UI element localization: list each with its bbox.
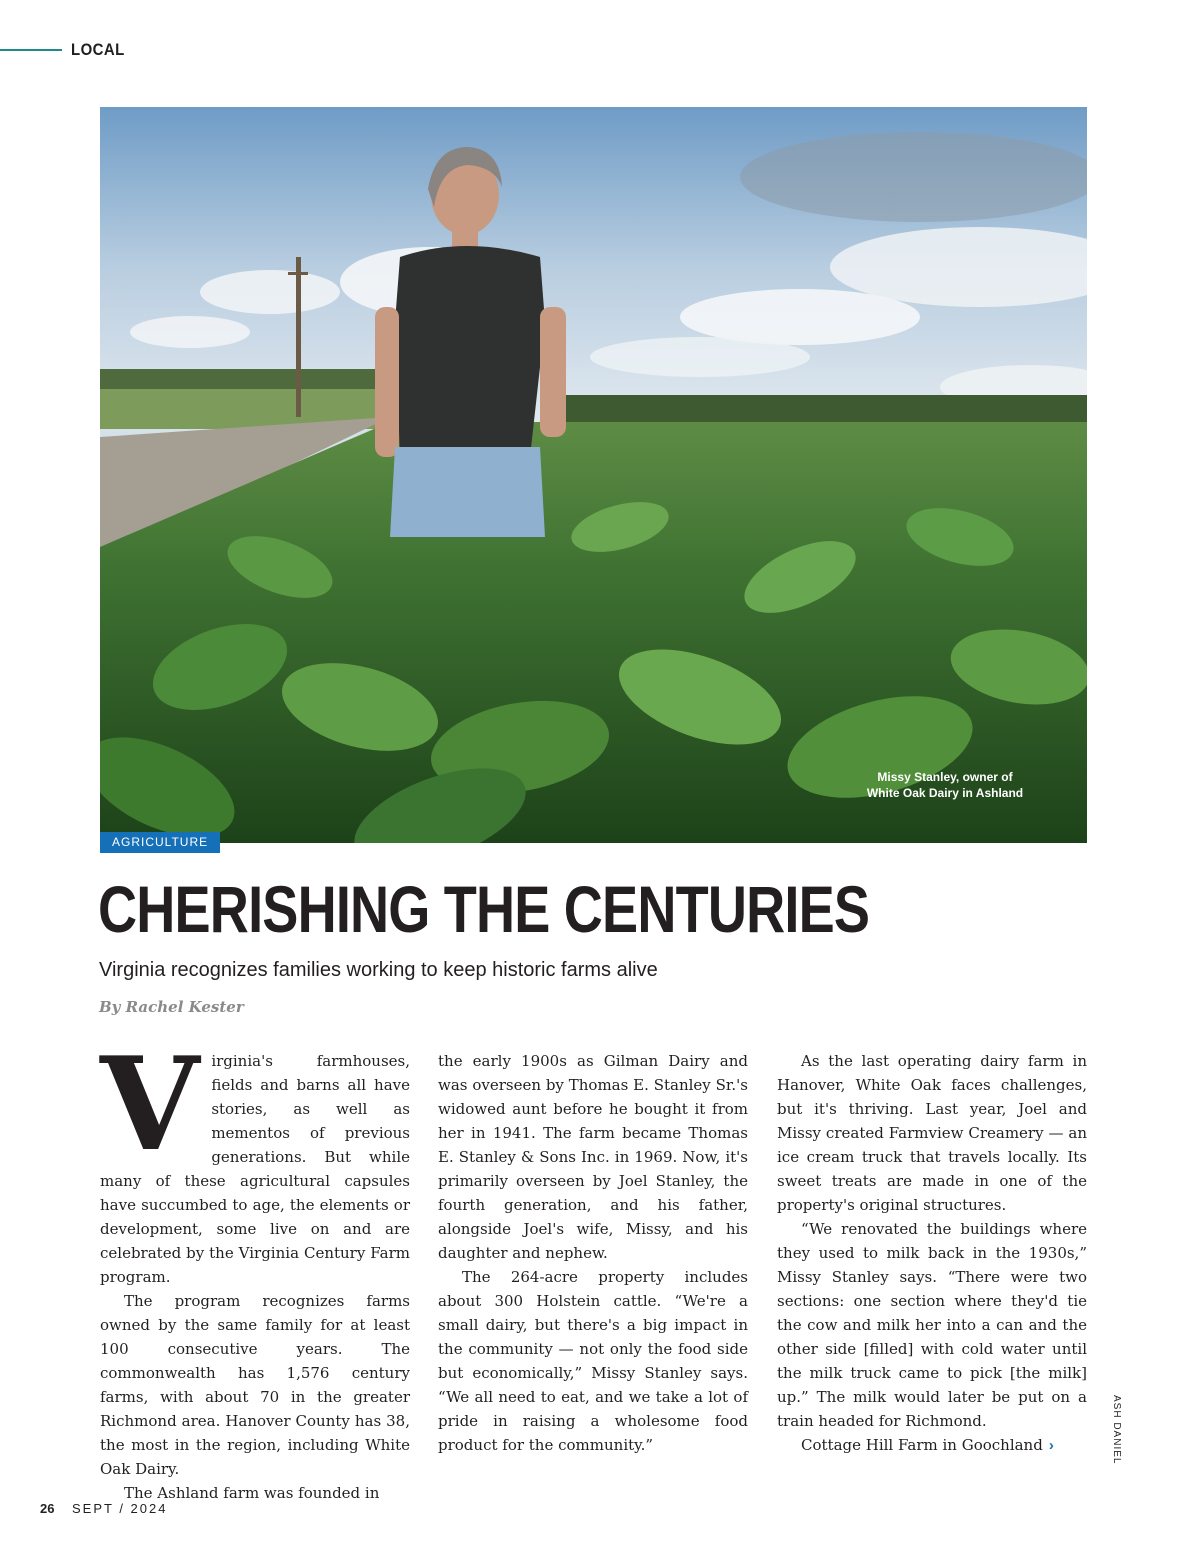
- paragraph: The Ashland farm was founded in: [124, 1484, 380, 1502]
- issue-date: SEPT / 2024: [72, 1501, 168, 1516]
- photo-credit: ASH DANIEL: [1111, 1395, 1122, 1465]
- body-column-1: [100, 1030, 410, 1505]
- paragraph-text: irginia's farmhouses, fields and barns all have stories, as well as mementos of previous generations. But while many of these agricultural capsules have succumbed to age, the elements or development, some live on and are celebrated by the Virginia Century Farm program.: [100, 1052, 410, 1286]
- hero-photo: [100, 107, 1087, 843]
- category-tag[interactable]: AGRICULTURE: [100, 832, 220, 853]
- photo-caption: [860, 769, 1030, 801]
- photo-caption-line2: White Oak Dairy in Ashland: [866, 786, 1024, 800]
- paragraph: As the last operating dairy farm in Hanover, White Oak faces challenges, but it's thriving. Last year, Joel and Missy created Farmview Creamery — an ice cream truck that travels locally. Its sweet treats are made in one of the property's original structures.: [777, 1052, 1087, 1214]
- paragraph: “We renovated the buildings where they used to milk back in the 1930s,” Missy Stanley says. “There were two sections: one section where they'd tie the cow and milk her into a can and the other side [filled] with cold water until the milk truck came to pick [the milk] up.” The milk would later be put on a train headed for Richmond.: [777, 1220, 1087, 1430]
- body-column-3: [777, 1049, 1087, 1458]
- paragraph: The 264-acre property includes about 300 Holstein cattle. “We're a small dairy, but there's a big impact in the community — not only the food side but economically,” Missy Stanley says. “We all need to eat, and we take a lot of pride in raising a wholesome food product for the community.”: [438, 1268, 748, 1454]
- page-number: 26: [40, 1501, 55, 1516]
- body-column-2: [438, 1049, 748, 1457]
- paragraph: the early 1900s as Gilman Dairy and was overseen by Thomas E. Stanley Sr.'s widowed aunt before he bought it from her in 1941. The farm became Thomas E. Stanley & Sons Inc. in 1969. Now, it's primarily overseen by Joel Stanley, the fourth generation, and his father, alongside Joel's wife, Missy, and his daughter and nephew.: [438, 1052, 748, 1262]
- article-dek: Virginia recognizes families working to keep historic farms alive: [99, 959, 658, 981]
- continue-arrow-icon[interactable]: ›: [1048, 1437, 1054, 1454]
- photo-caption-line1: Missy Stanley, owner of: [877, 770, 1013, 784]
- drop-cap: V: [100, 1030, 200, 1180]
- article-headline: CHERISHING THE CENTURIES: [98, 872, 870, 946]
- section-rule: [0, 49, 62, 51]
- paragraph: [100, 1030, 410, 1289]
- article-byline: By Rachel Kester: [99, 998, 244, 1016]
- paragraph-text: Cottage Hill Farm in Goochland: [801, 1436, 1043, 1454]
- hero-photo-illustration: [100, 107, 1087, 843]
- paragraph: [777, 1433, 1087, 1458]
- section-label: LOCAL: [71, 40, 125, 59]
- paragraph: The program recognizes farms owned by the same family for at least 100 consecutive years. The commonwealth has 1,576 century farms, with about 70 in the greater Richmond area. Hanover County has 38, the most in the region, including White Oak Dairy.: [100, 1292, 410, 1478]
